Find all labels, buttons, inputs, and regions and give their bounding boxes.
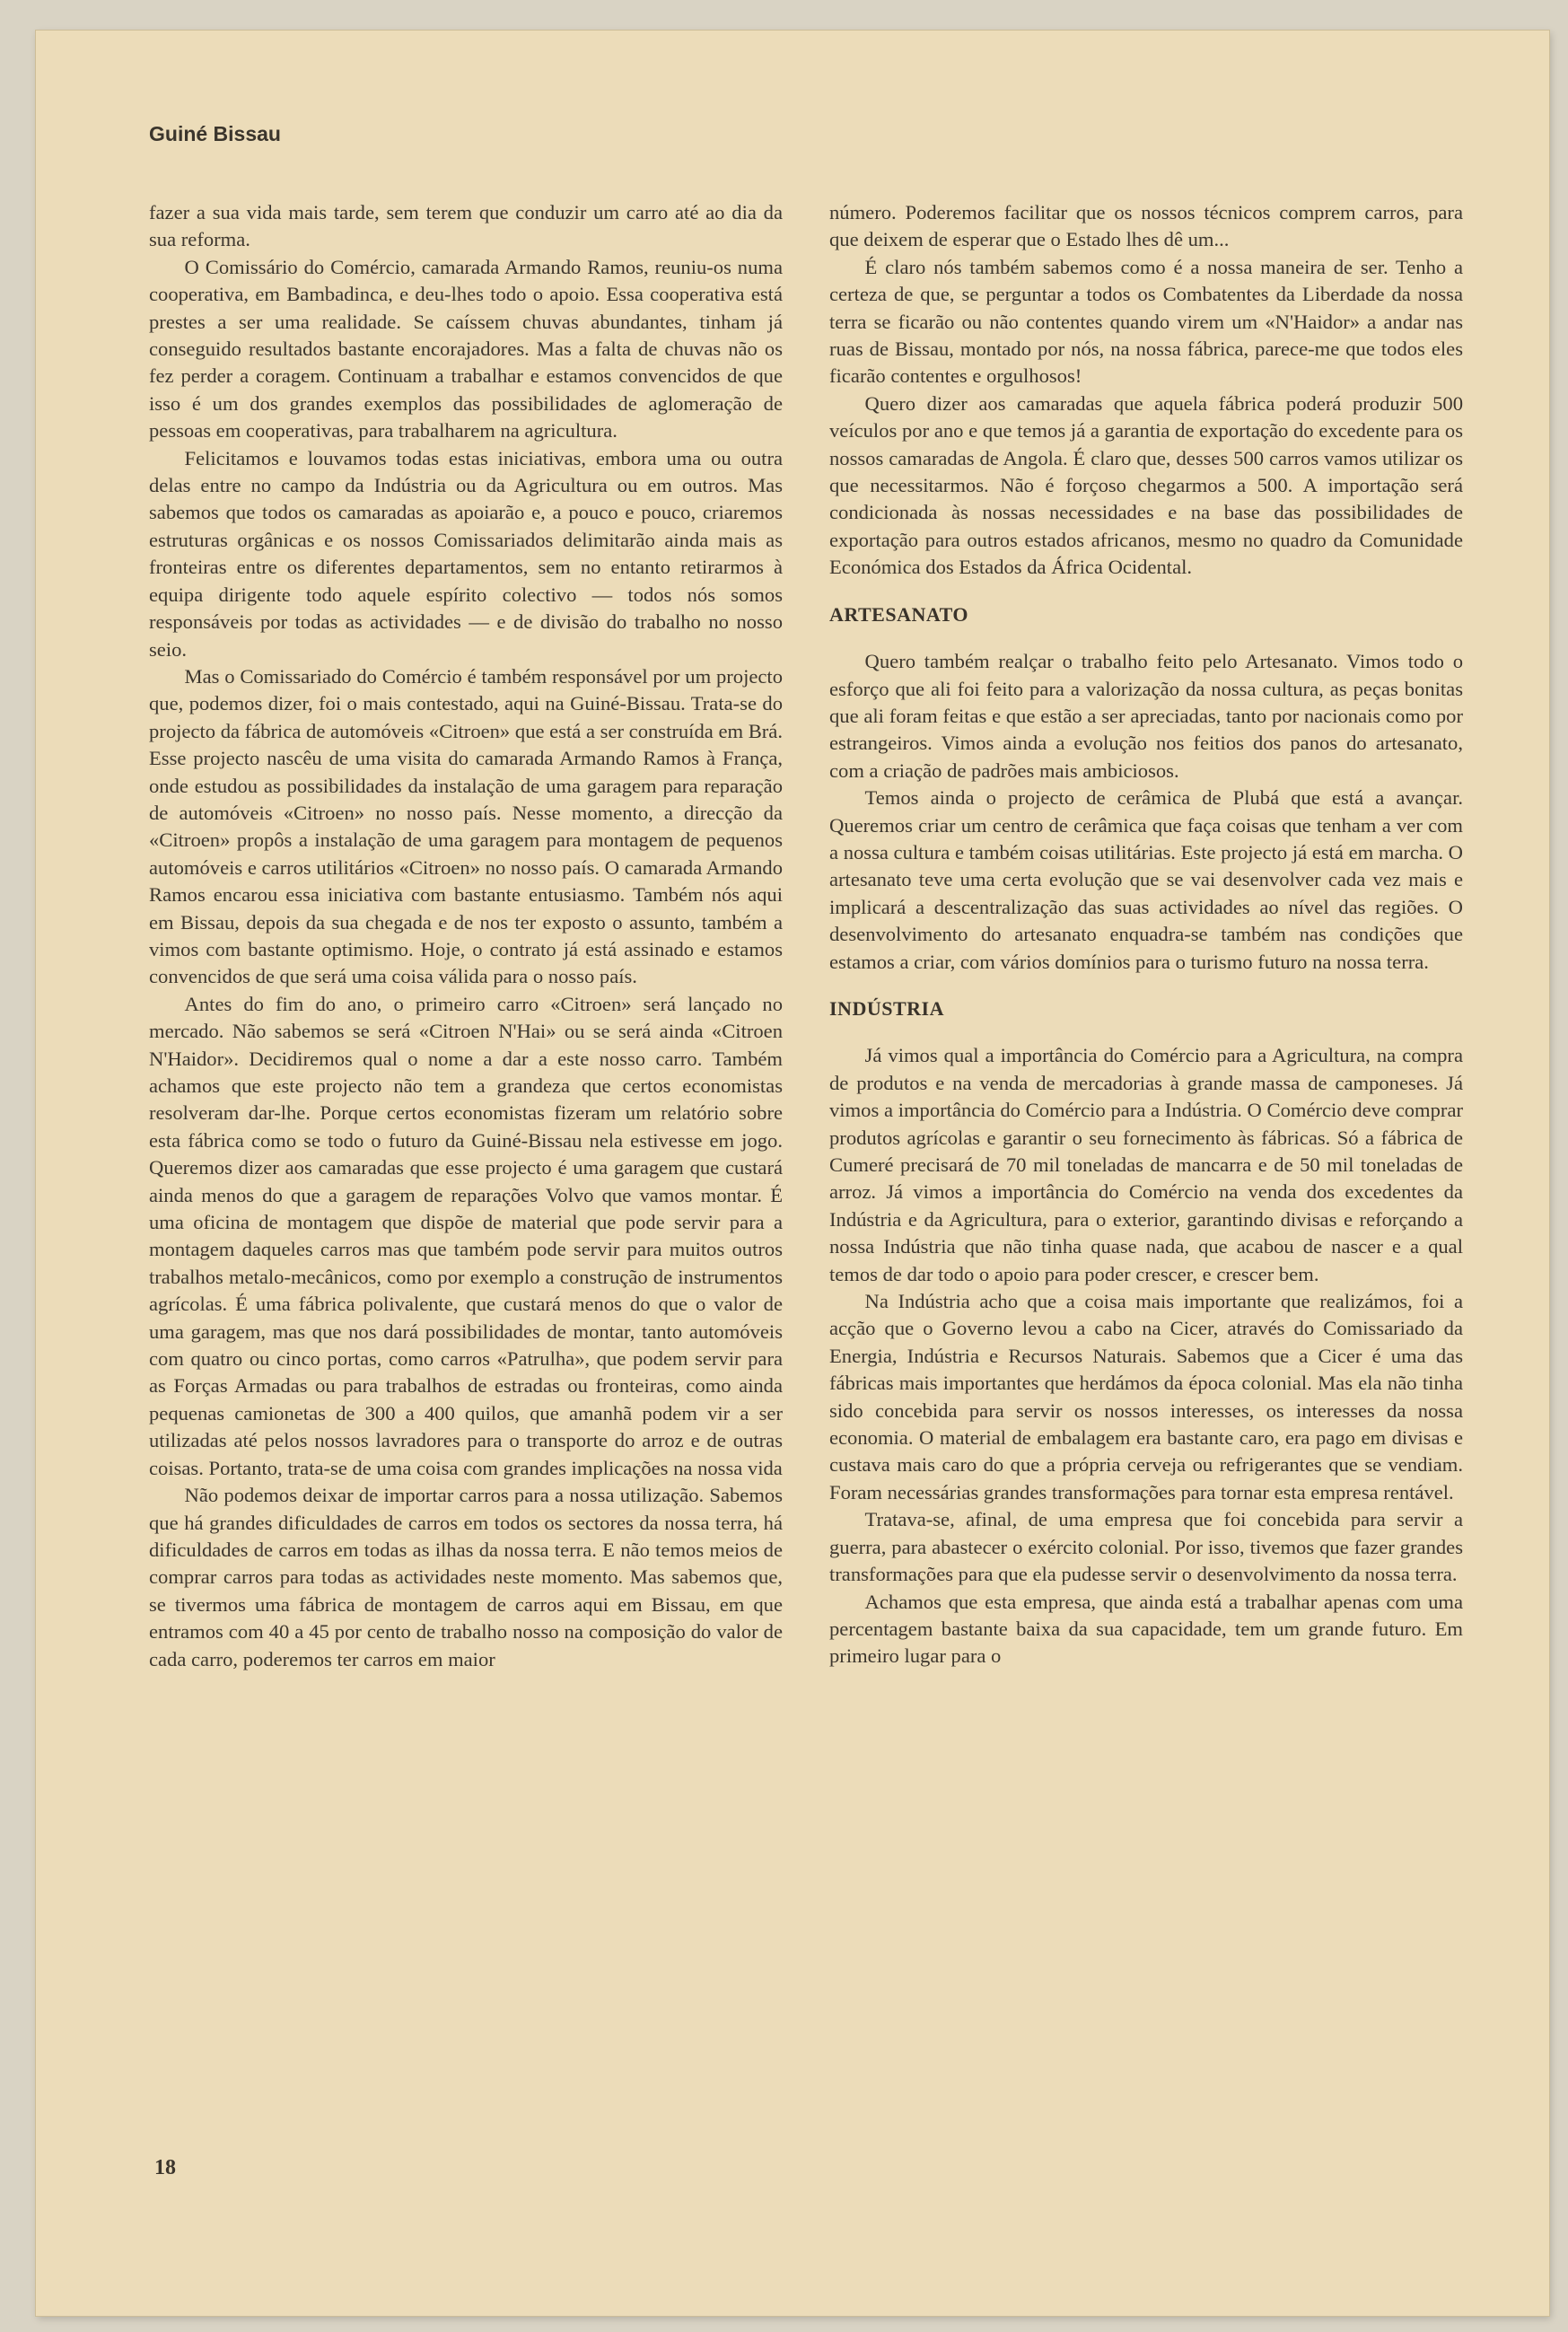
paragraph: Na Indústria acho que a coisa mais importante que realizámos, foi a acção que o Governo levou a cabo na Cicer, através do Comissariado da Energia, Indústria e Recursos Naturais. Sabemos que a Cicer é uma das fábricas mais importantes que herdámos da época colonial. Mas ela não tinha sido concebida para servir os nossos interesses, os interesses da nossa economia. O material de embalagem era bastante caro, era pago em divisas e custava mais caro do que a própria cerveja ou refrigerantes que se vendiam. Foram necessárias grandes transformações para tornar esta empresa rentável.	[829, 1290, 1463, 1504]
paragraph: Quero também realçar o trabalho feito pelo Artesanato. Vimos todo o esforço que ali foi feito para a valorização da nossa cultura, as peças bonitas que ali foram feitas e que estão a ser apreciadas, tanto por nacionais como por estrangeiros. Vimos ainda a evolução nos feitios dos panos do artesanato, com a criação de padrões mais ambiciosos.	[829, 650, 1463, 782]
paragraph: Temos ainda o projecto de cerâmica de Plubá que está a avançar. Queremos criar um centro de cerâmica que faça coisas que tenham a ver com a nossa cultura e também coisas utilitárias. Este projecto já está em marcha. O artesanato teve uma certa evolução que se vai desenvolver cada vez mais e implicará a descentralização das suas actividades ao nível das regiões. O desenvolvimento do artesanato enquadra-se também nas condições que estamos a criar, com vários domínios para o turismo futuro na nossa terra.	[829, 786, 1463, 973]
section-heading-artesanato: ARTESANATO	[829, 602, 969, 626]
paragraph: Já vimos qual a importância do Comércio para a Agricultura, na compra de produtos e na venda de mercadorias à grande massa de camponeses. Já vimos a importância do Comércio para a Indústria. O Comércio deve comprar produtos agrícolas e garantir o seu fornecimento às fábricas. Só a fábrica de Cumeré precisará de 70 mil toneladas de mancarra e de 50 mil toneladas de arroz. Já vimos a importância do Comércio na venda dos excedentes da Indústria e da Agricultura, para o exterior, garantindo divisas e reforçando a nossa Indústria que não tinha quase nada, que acabou de nascer e a qual temos de dar todo o apoio para poder crescer, e crescer bem.	[829, 1044, 1463, 1285]
left-column	[149, 199, 783, 1673]
paragraph: Quero dizer aos camaradas que aquela fábrica poderá produzir 500 veículos por ano e que temos já a garantia de exportação do excedente para os nossos camaradas de Angola. É claro que, desses 500 carros vamos utilizar os que necessitarmos. Não é forçoso chegarmos a 500. A importação será condicionada às nossas necessidades e na base das possibilidades de exportação para outros estados africanos, mesmo no quadro da Comunidade Económica dos Estados da África Ocidental.	[829, 391, 1463, 579]
paragraph: Antes do fim do ano, o primeiro carro «Citroen» será lançado no mercado. Não sabemos se será «Citroen N'Hai» ou se será ainda «Citroen N'Haidor». Decidiremos qual o nome a dar a este nosso carro. Também achamos que este projecto não tem a grandeza que certos economistas resolveram dar-lhe. Porque certos economistas fizeram um relatório sobre esta fábrica como se todo o futuro da Guiné-Bissau nela estivesse em jogo. Queremos dizer aos camaradas que esse projecto é uma garagem que custará ainda menos do que a garagem de reparações Volvo que vamos montar. É uma oficina de montagem que dispõe de material que pode servir para a montagem daqueles carros mas que também pode servir para muitos outros trabalhos metalo-mecânicos, como por exemplo a construção de instrumentos agrícolas. É uma fábrica polivalente, que custará menos do que o valor de uma garagem, mas que nos dará possibilidades de montar, tanto automóveis com quatro ou cinco portas, como carros «Patrulha», que podem servir para as Forças Armadas ou para trabalhos de estradas ou fronteiras, como ainda pequenas camionetas de 300 a 400 quilos, que amanhã podem vir a ser utilizadas até pelos nossos lavradores para o transporte do arroz e de outras coisas. Portanto, trata-se de uma coisa com grandes implicações na nossa vida	[149, 992, 783, 1479]
document-page	[36, 31, 1549, 2316]
paragraph: Tratava-se, afinal, de uma empresa que foi concebida para servir a guerra, para abastecer o exército colonial. Por isso, tivemos que fazer grandes transformações para que ela pudesse servir o desenvolvimento da nossa terra.	[829, 1508, 1463, 1586]
paragraph: É claro nós também sabemos como é a nossa maneira de ser. Tenho a certeza de que, se perguntar a todos os Combatentes da Liberdade da nossa terra se ficarão ou não contentes quando virem um «N'Haidor» a andar nas ruas de Bissau, montado por nós, na nossa fábrica, parece-me que todos eles ficarão contentes e orgulhosos!	[829, 255, 1463, 388]
running-header: Guiné Bissau	[149, 122, 281, 145]
page-number: 18	[154, 2156, 176, 2179]
paragraph: fazer a sua vida mais tarde, sem terem que conduzir um carro até ao dia da sua reforma.	[149, 201, 783, 251]
paragraph: Não podemos deixar de importar carros para a nossa utilização. Sabemos que há grandes dificuldades de carros em todos os sectores da nossa terra, há dificuldades de carros em todas as ilhas da nossa terra. E não temos meios de comprar carros para todas as actividades neste momento. Mas sabemos que, se tivermos uma fábrica de montagem de carros aqui em Bissau, em que entramos com 40 a 45 por cento de trabalho nosso na composição do valor de cada carro, poderemos ter carros em maior	[149, 1484, 783, 1670]
right-column	[829, 199, 1463, 1670]
paragraph: Achamos que esta empresa, que ainda está a trabalhar apenas com uma percentagem bastante baixa da sua capacidade, tem um grande futuro. Em primeiro lugar para o	[829, 1590, 1463, 1668]
paragraph: número. Poderemos facilitar que os nossos técnicos comprem carros, para que deixem de esperar que o Estado lhes dê um...	[829, 201, 1463, 251]
paragraph: Mas o Comissariado do Comércio é também responsável por um projecto que, podemos dizer, foi o mais contestado, aqui na Guiné-Bissau. Trata-se do projecto da fábrica de automóveis «Citroen» que está a ser construída em Brá. Esse projecto nascêu de uma visita do camarada Armando Ramos à França, onde estudou as possibilidades da instalação de uma garagem para reparação de automóveis «Citroen» no nosso país. Nesse momento, a direcção da «Citroen» propôs a instalação de uma garagem para montagem de pequenos automóveis e carros utilitários «Citroen» no nosso país. O camarada Armando Ramos encarou essa iniciativa com bastante entusiasmo. Também nós aqui em Bissau, depois da sua chegada e de nos ter exposto o assunto, também a vimos com bastante optimismo. Hoje, o contrato já está assinado e estamos convencidos de que será uma coisa válida para o nosso país.	[149, 664, 783, 988]
section-heading-industria: INDÚSTRIA	[829, 996, 944, 1020]
paragraph: Felicitamos e louvamos todas estas iniciativas, embora uma ou outra delas entre no campo da Indústria ou da Agricultura ou em outros. Mas sabemos que todos os camaradas as apoiarão e, a pouco e pouco, criaremos estruturas orgânicas e os nossos Comissariados delimitarão ainda mais as fronteiras entre os diferentes departamentos, sem no entanto retirarmos à equipa dirigente todo aquele espírito colectivo — todos nós somos responsáveis por todas as actividades — e de divisão do trabalho no nosso seio.	[149, 446, 783, 661]
paragraph: O Comissário do Comércio, camarada Armando Ramos, reuniu-os numa cooperativa, em Bambadinca, e deu-lhes todo o apoio. Essa cooperativa está prestes a ser uma realidade. Se caíssem chuvas abundantes, tinham já conseguido resultados bastante encorajadores. Mas a falta de chuvas não os fez perder a coragem. Continuam a trabalhar e estamos convencidos de que isso é um dos grandes exemplos das possibilidades de aglomeração de pessoas em cooperativas, para trabalharem na agricultura.	[149, 255, 783, 443]
